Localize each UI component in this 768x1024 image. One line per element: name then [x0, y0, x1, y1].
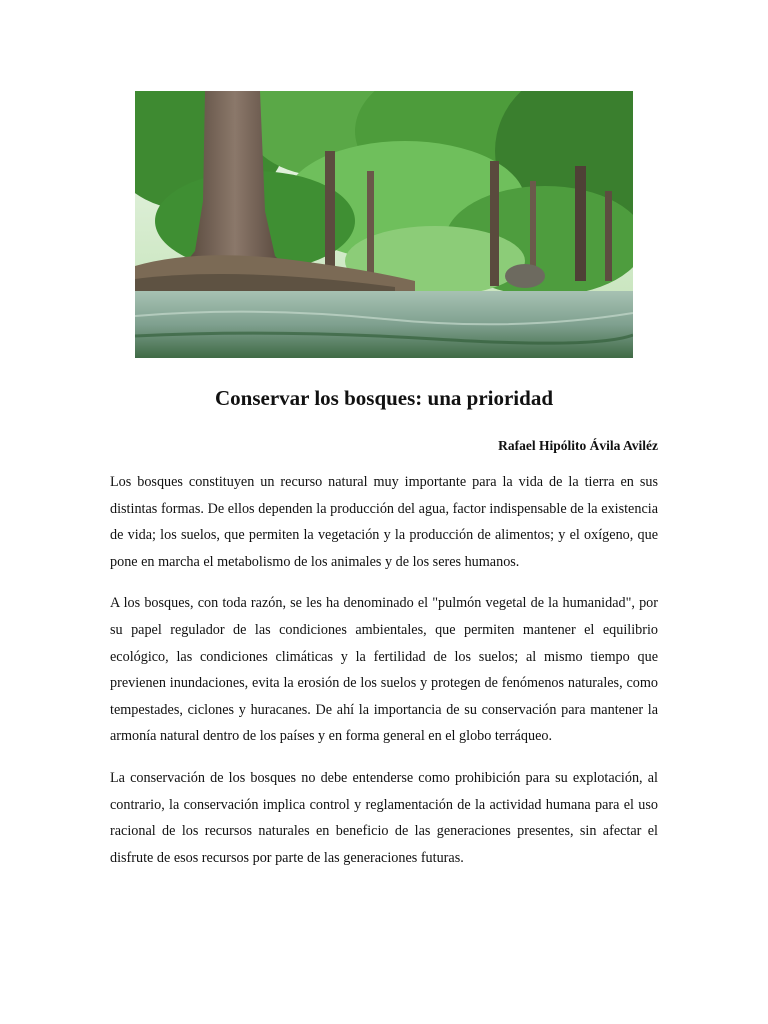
author-name: Rafael Hipólito Ávila Aviléz [498, 438, 658, 453]
article-body [110, 469, 658, 886]
document-title: Conservar los bosques: una prioridad [214, 386, 553, 410]
forest-illustration [135, 91, 633, 358]
forest-photo [135, 91, 633, 358]
paragraph-1: Los bosques constituyen un recurso natural muy importante para la vida de la tierra en sus distintas formas. De ellos dependen la producción del agua, factor indispensable de la existencia de vida; los suelos, que permiten la vegetación y la producción de alimentos; y el oxígeno, que pone en marcha el metabolismo de los animales y de los seres humanos. [110, 474, 658, 570]
paragraph-3: La conservación de los bosques no debe entenderse como prohibición para su explotación, al contrario, la conservación implica control y reglamentación de la actividad humana para el uso racional de los recursos naturales en beneficio de las generaciones presentes, sin afectar el disfrute de esos recursos por parte de las generaciones futuras. [110, 769, 658, 866]
paragraph-2: A los bosques, con toda razón, se les ha denominado el "pulmón vegetal de la humanidad", por su papel regulador de las condiciones ambientales, que permiten mantener el equilibrio ecológico, las condiciones climáticas y la fertilidad de los suelos; al mismo tiempo que previenen inundaciones, evita la erosión de los suelos y protegen de fenómenos naturales, como tempestades, ciclones y huracanes. De ahí la importancia de su conservación para mantener la armonía natural dentro de los países y en forma general en el globo terráqueo. [110, 595, 658, 745]
